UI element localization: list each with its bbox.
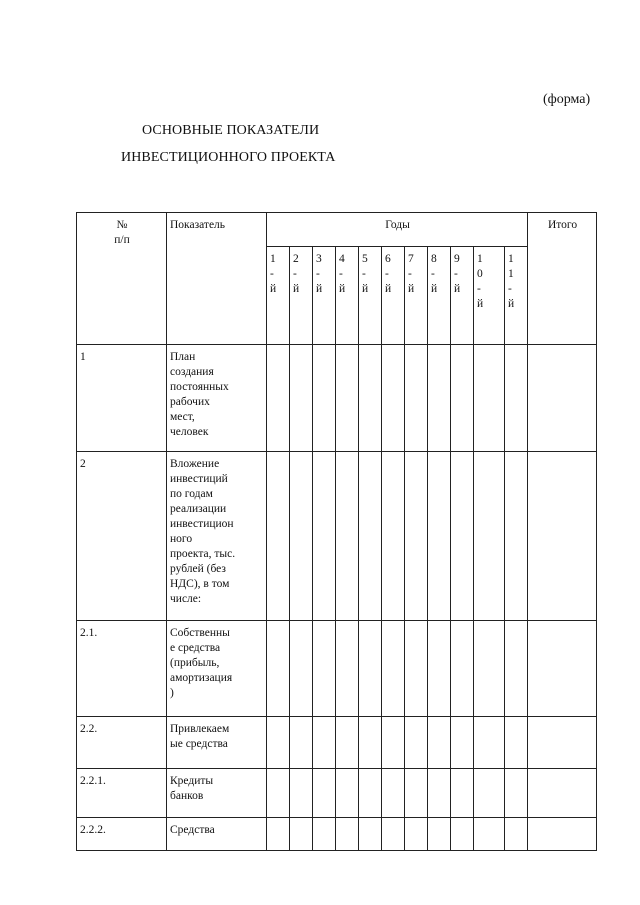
row-num-cell <box>77 769 167 818</box>
year-label: 5 - й <box>362 253 369 295</box>
year-value-cell[interactable] <box>451 452 474 621</box>
header-indicator-label: Показатель <box>170 219 226 231</box>
year-header-cell <box>505 247 528 345</box>
year-value-cell[interactable] <box>336 717 359 769</box>
year-value-cell[interactable] <box>428 345 451 452</box>
table-row <box>77 345 597 452</box>
row-indicator-cell <box>167 717 267 769</box>
row-indicator: Средства <box>170 824 215 836</box>
row-num: 2.2. <box>80 723 98 735</box>
table-row <box>77 452 597 621</box>
year-value-cell[interactable] <box>267 345 290 452</box>
year-label: 8 - й <box>431 253 438 295</box>
year-value-cell[interactable] <box>336 769 359 818</box>
year-value-cell[interactable] <box>290 621 313 717</box>
year-label: 1 1 - й <box>508 253 515 310</box>
row-indicator: Привлекаем ые средства <box>170 723 230 750</box>
year-value-cell[interactable] <box>267 452 290 621</box>
total-value-cell[interactable] <box>528 818 597 851</box>
year-value-cell[interactable] <box>313 717 336 769</box>
year-label: 3 - й <box>316 253 323 295</box>
table-row <box>77 621 597 717</box>
row-num: 2 <box>80 458 86 470</box>
header-num-label: № п/п <box>114 219 130 246</box>
header-num <box>77 213 167 345</box>
indicators-table <box>76 212 597 851</box>
header-years <box>267 213 528 247</box>
row-indicator-cell <box>167 345 267 452</box>
header-years-label: Годы <box>385 219 410 231</box>
year-value-cell[interactable] <box>428 452 451 621</box>
year-header-cell <box>336 247 359 345</box>
header-total-label: Итого <box>547 219 578 231</box>
row-indicator-cell <box>167 769 267 818</box>
row-indicator: Кредиты банков <box>170 775 214 802</box>
year-value-cell[interactable] <box>290 769 313 818</box>
year-value-cell[interactable] <box>359 345 382 452</box>
year-value-cell[interactable] <box>359 621 382 717</box>
year-header-cell <box>405 247 428 345</box>
year-value-cell[interactable] <box>359 769 382 818</box>
row-indicator-cell <box>167 452 267 621</box>
year-value-cell[interactable] <box>405 818 428 851</box>
year-value-cell[interactable] <box>428 621 451 717</box>
table-row <box>77 818 597 851</box>
total-value-cell[interactable] <box>528 769 597 818</box>
year-value-cell[interactable] <box>405 345 428 452</box>
year-value-cell[interactable] <box>359 717 382 769</box>
year-value-cell[interactable] <box>451 345 474 452</box>
year-value-cell[interactable] <box>505 717 528 769</box>
year-value-cell[interactable] <box>290 717 313 769</box>
year-value-cell[interactable] <box>359 818 382 851</box>
row-num-cell <box>77 818 167 851</box>
row-indicator-cell <box>167 818 267 851</box>
header-indicator <box>167 213 267 345</box>
year-value-cell[interactable] <box>505 345 528 452</box>
table-row <box>77 717 597 769</box>
year-value-cell[interactable] <box>451 818 474 851</box>
total-value-cell[interactable] <box>528 345 597 452</box>
year-value-cell[interactable] <box>313 621 336 717</box>
year-value-cell[interactable] <box>451 769 474 818</box>
year-label: 6 - й <box>385 253 392 295</box>
year-value-cell[interactable] <box>267 769 290 818</box>
row-num: 2.1. <box>80 627 98 639</box>
year-value-cell[interactable] <box>336 621 359 717</box>
year-value-cell[interactable] <box>428 769 451 818</box>
year-value-cell[interactable] <box>474 818 505 851</box>
year-header-cell <box>451 247 474 345</box>
document-title-line2: ИНВЕСТИЦИОННОГО ПРОЕКТА <box>121 150 336 165</box>
year-header-cell <box>267 247 290 345</box>
year-value-cell[interactable] <box>474 621 505 717</box>
year-value-cell[interactable] <box>336 818 359 851</box>
year-value-cell[interactable] <box>382 769 405 818</box>
year-header-cell <box>290 247 313 345</box>
year-header-cell <box>382 247 405 345</box>
year-value-cell[interactable] <box>382 452 405 621</box>
row-num-cell <box>77 345 167 452</box>
year-value-cell[interactable] <box>313 345 336 452</box>
year-value-cell[interactable] <box>405 452 428 621</box>
year-value-cell[interactable] <box>382 818 405 851</box>
year-header-cell <box>474 247 505 345</box>
year-value-cell[interactable] <box>505 452 528 621</box>
year-value-cell[interactable] <box>359 452 382 621</box>
year-label: 1 0 - й <box>477 253 484 310</box>
year-label: 1 - й <box>270 253 277 295</box>
year-value-cell[interactable] <box>428 717 451 769</box>
year-value-cell[interactable] <box>382 621 405 717</box>
year-value-cell[interactable] <box>267 717 290 769</box>
year-value-cell[interactable] <box>336 452 359 621</box>
header-total <box>528 213 597 345</box>
year-label: 9 - й <box>454 253 461 295</box>
year-value-cell[interactable] <box>313 452 336 621</box>
year-label: 2 - й <box>293 253 300 295</box>
year-value-cell[interactable] <box>505 621 528 717</box>
form-label: (форма) <box>543 92 591 107</box>
year-value-cell[interactable] <box>451 621 474 717</box>
total-value-cell[interactable] <box>528 717 597 769</box>
year-value-cell[interactable] <box>336 345 359 452</box>
row-num-cell <box>77 621 167 717</box>
year-value-cell[interactable] <box>313 818 336 851</box>
year-value-cell[interactable] <box>474 345 505 452</box>
row-indicator: Собственны е средства (прибыль, амортизация ) <box>170 627 233 699</box>
year-header-cell <box>359 247 382 345</box>
year-value-cell[interactable] <box>474 452 505 621</box>
total-value-cell[interactable] <box>528 452 597 621</box>
year-value-cell[interactable] <box>313 769 336 818</box>
year-label: 7 - й <box>408 253 415 295</box>
year-value-cell[interactable] <box>451 717 474 769</box>
year-value-cell[interactable] <box>382 345 405 452</box>
total-value-cell[interactable] <box>528 621 597 717</box>
year-value-cell[interactable] <box>290 345 313 452</box>
year-label: 4 - й <box>339 253 346 295</box>
year-value-cell[interactable] <box>405 717 428 769</box>
year-value-cell[interactable] <box>474 769 505 818</box>
year-value-cell[interactable] <box>505 769 528 818</box>
document-title-line1: ОСНОВНЫЕ ПОКАЗАТЕЛИ <box>142 123 320 138</box>
year-value-cell[interactable] <box>290 452 313 621</box>
year-value-cell[interactable] <box>382 717 405 769</box>
year-value-cell[interactable] <box>428 818 451 851</box>
row-indicator: План создания постоянных рабочих мест, человек <box>170 351 229 438</box>
row-indicator-cell <box>167 621 267 717</box>
year-value-cell[interactable] <box>405 621 428 717</box>
row-num: 2.2.2. <box>80 824 106 836</box>
row-num-cell <box>77 452 167 621</box>
year-value-cell[interactable] <box>267 621 290 717</box>
row-num: 1 <box>80 351 86 363</box>
year-header-cell <box>428 247 451 345</box>
row-num: 2.2.1. <box>80 775 106 787</box>
year-value-cell[interactable] <box>505 818 528 851</box>
table-row <box>77 769 597 818</box>
row-indicator: Вложение инвестиций по годам реализации инвестицион ного проекта, тыс. рублей (без НДС), в том числе: <box>170 458 236 605</box>
year-value-cell[interactable] <box>267 818 290 851</box>
year-header-cell <box>313 247 336 345</box>
row-num-cell <box>77 717 167 769</box>
year-value-cell[interactable] <box>405 769 428 818</box>
year-value-cell[interactable] <box>474 717 505 769</box>
year-value-cell[interactable] <box>290 818 313 851</box>
